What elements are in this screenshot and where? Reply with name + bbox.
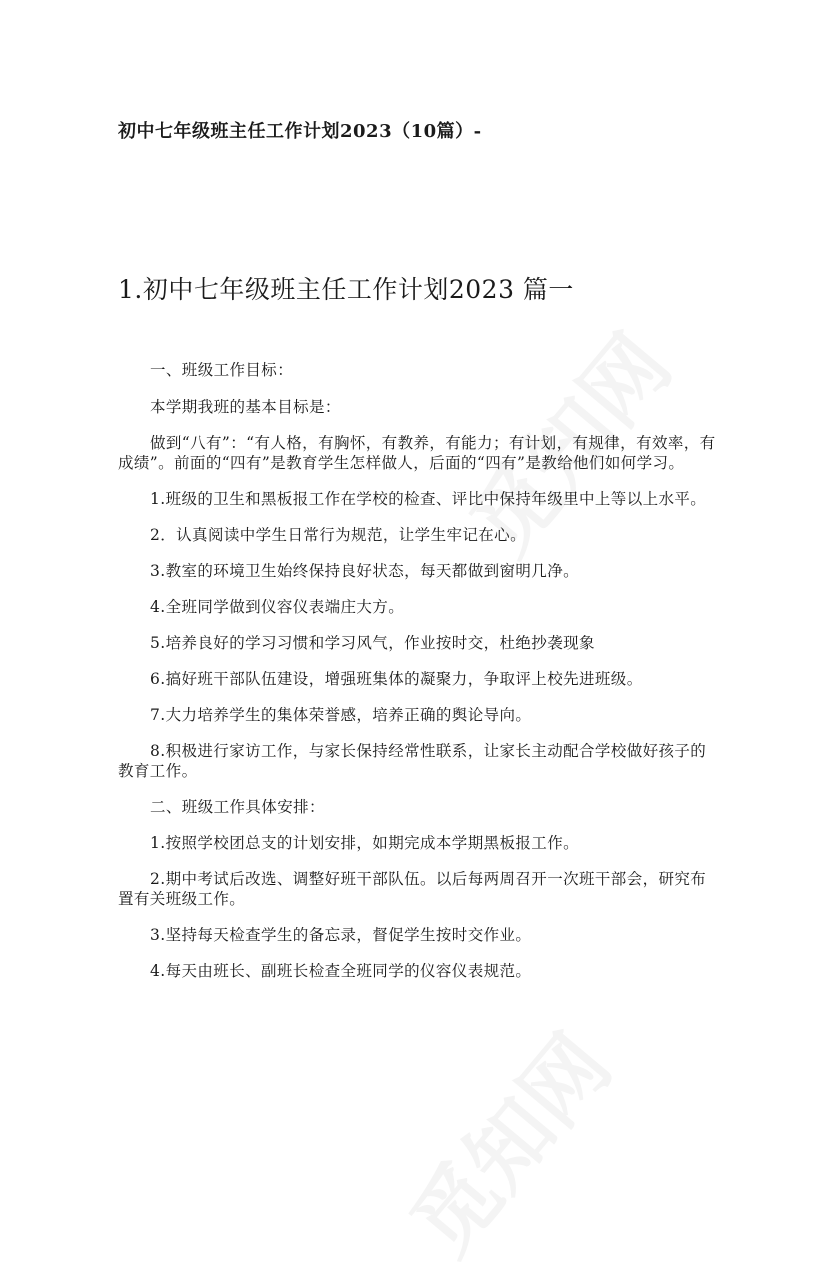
paragraph: 1.班级的卫生和黑板报工作在学校的检查、评比中保持年级里中上等以上水平。 (150, 490, 707, 508)
paragraph: 2．认真阅读中学生日常行为规范，让学生牢记在心。 (150, 526, 526, 544)
paragraph: 做到“八有”：“有人格，有胸怀，有教养，有能力；有计划，有规律，有效率，有成绩”。前面的“四有”是教育学生怎样做人，后面的“四有”是教给他们如何学习。 (118, 434, 716, 472)
paragraph: 2.期中考试后改选、调整好班干部队伍。以后每两周召开一次班干部会，研究布置有关班级工作。 (118, 870, 707, 908)
paragraph: 3.坚持每天检查学生的备忘录，督促学生按时交作业。 (150, 926, 532, 944)
paragraph: 7.大力培养学生的集体荣誉感，培养正确的舆论导向。 (150, 706, 532, 724)
paragraph: 4.每天由班长、副班长检查全班同学的仪容仪表规范。 (150, 962, 532, 980)
paragraph: 二、班级工作具体安排： (150, 798, 325, 816)
watermark (379, 1005, 634, 1276)
paragraph: 8.积极进行家访工作，与家长保持经常性联系，让家长主动配合学校做好孩子的教育工作。 (118, 742, 707, 780)
document-body (118, 360, 718, 997)
paragraph: 本学期我班的基本目标是： (150, 398, 341, 416)
section-heading: 1.初中七年级班主任工作计划2023 篇一 (118, 275, 574, 304)
paragraph: 3.教室的环境卫生始终保持良好状态，每天都做到窗明几净。 (150, 562, 579, 580)
paragraph: 1.按照学校团总支的计划安排，如期完成本学期黑板报工作。 (150, 834, 579, 852)
paragraph: 4.全班同学做到仪容仪表端庄大方。 (150, 598, 405, 616)
paragraph: 6.搞好班干部队伍建设，增强班集体的凝聚力，争取评上校先进班级。 (150, 670, 643, 688)
paragraph: 一、班级工作目标： (150, 361, 294, 379)
paragraph: 5.培养良好的学习习惯和学习风气，作业按时交，杜绝抄袭现象 (150, 634, 595, 652)
document-title: 初中七年级班主任工作计划2023（10篇）- (118, 121, 482, 142)
